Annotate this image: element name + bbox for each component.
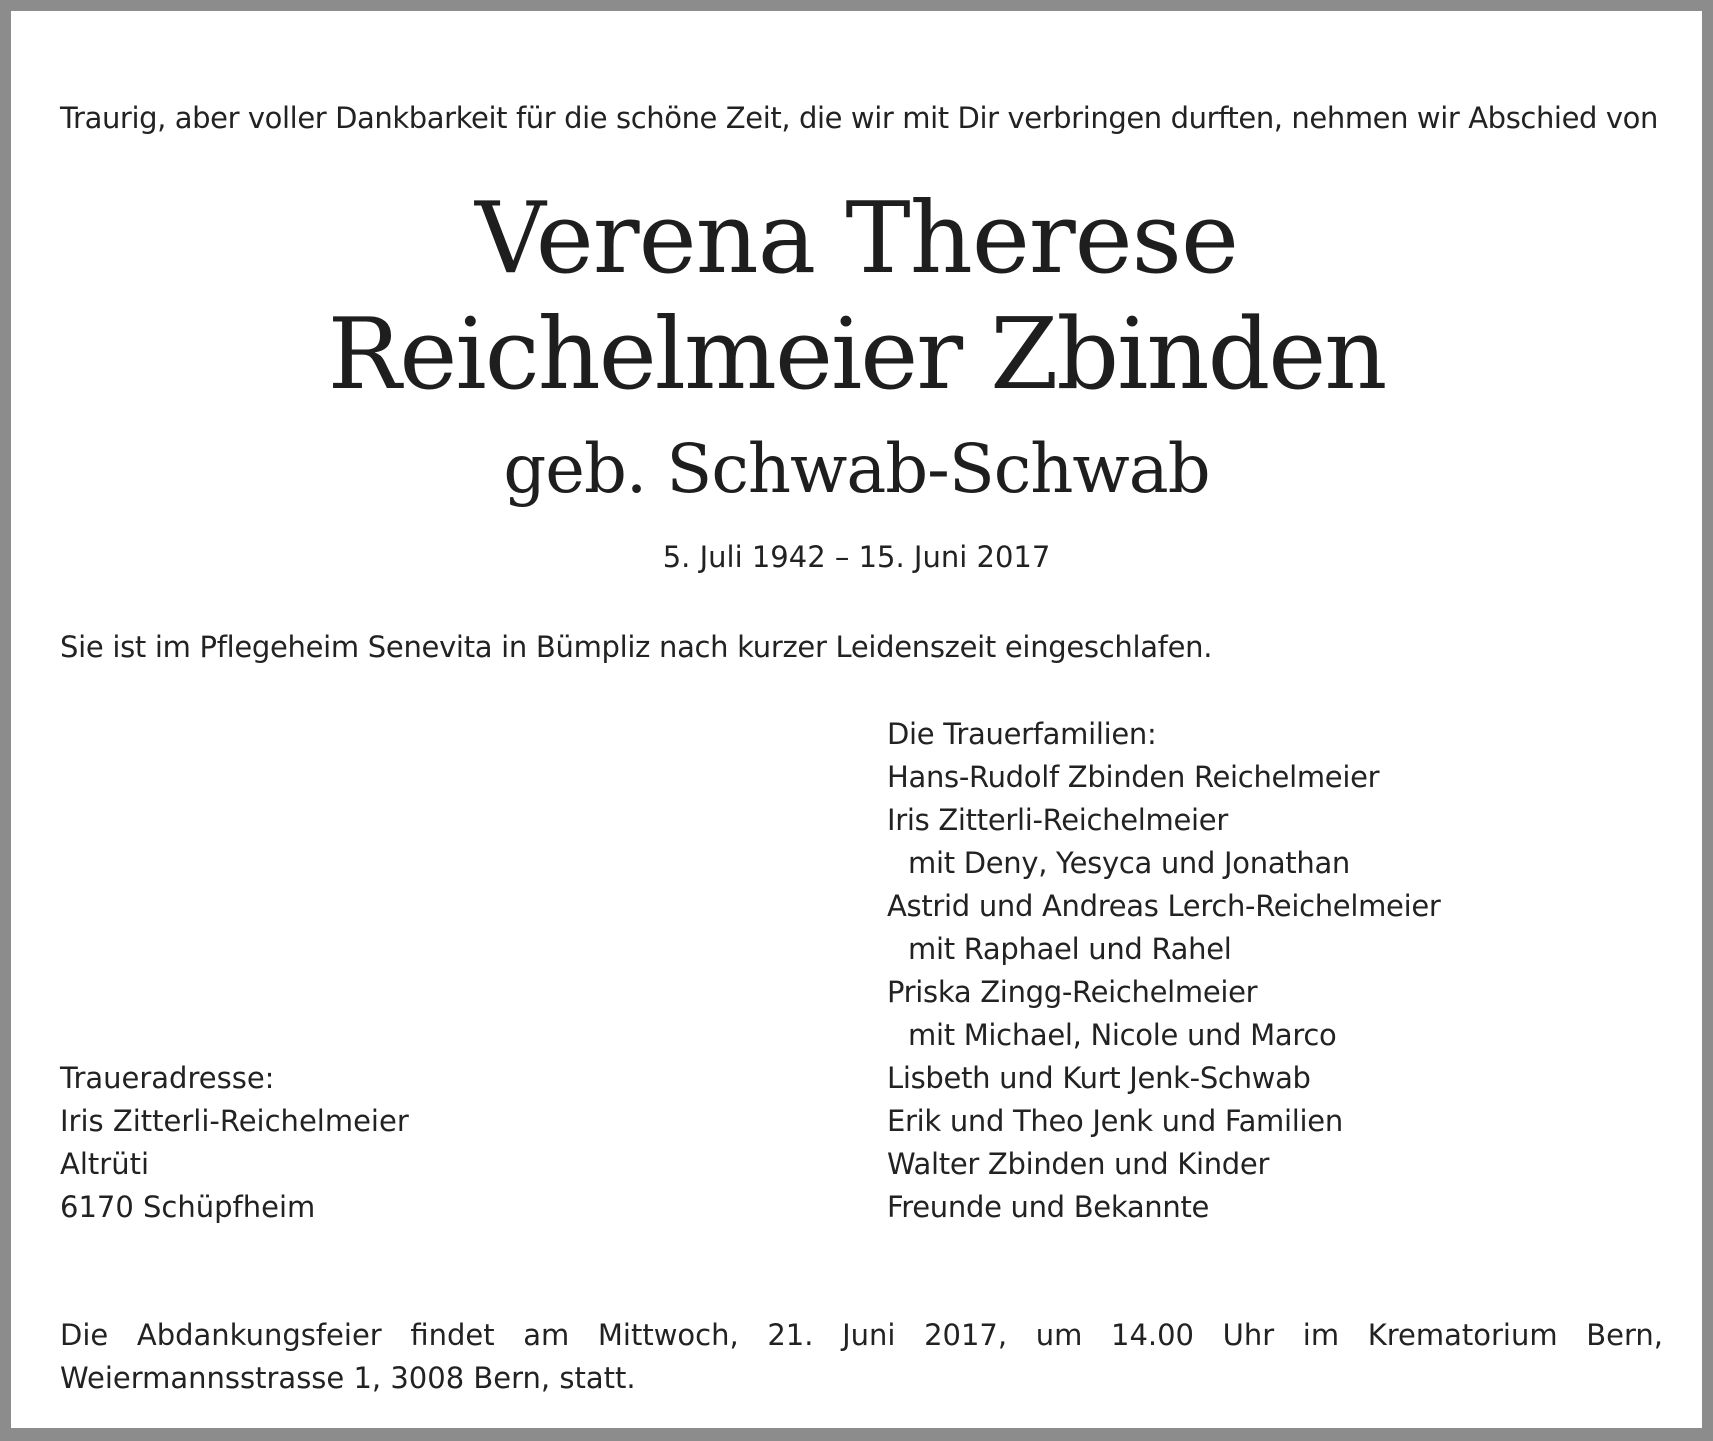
mourning-address — [60, 1057, 409, 1229]
address-heading: Traueradresse: — [60, 1061, 275, 1095]
family-line: Freunde und Bekannte — [887, 1190, 1210, 1224]
mourning-families — [887, 713, 1441, 1229]
family-line: Hans-Rudolf Zbinden Reichelmeier — [887, 760, 1380, 794]
ceremony-line-1: Die Abdankungsfeier findet am Mittwoch, 21. Juni 2017, um 14.00 Uhr im Krematorium Bern, — [60, 1318, 1663, 1352]
intro-text: Traurig, aber voller Dankbarkeit für die schöne Zeit, die wir mit Dir verbringen durften, nehmen wir Abschied von — [60, 101, 1658, 135]
family-children-line: mit Deny, Yesyca und Jonathan — [908, 846, 1350, 880]
life-dates: 5. Juli 1942 – 15. Juni 2017 — [662, 540, 1051, 574]
families-heading: Die Trauerfamilien: — [887, 717, 1157, 751]
maiden-name: geb. Schwab-Schwab — [503, 430, 1210, 508]
family-children-line: mit Raphael und Rahel — [908, 932, 1232, 966]
ceremony-line-2: Weiermannsstrasse 1, 3008 Bern, statt. — [60, 1361, 636, 1395]
deceased-name-line-1: Verena Therese — [475, 182, 1238, 296]
family-line: Astrid und Andreas Lerch-Reichelmeier — [887, 889, 1441, 923]
family-line: Lisbeth und Kurt Jenk-Schwab — [887, 1061, 1311, 1095]
family-line: Walter Zbinden und Kinder — [887, 1147, 1270, 1181]
address-name: Iris Zitterli-Reichelmeier — [60, 1104, 409, 1138]
obituary-notice — [11, 11, 1702, 1428]
family-line: Iris Zitterli-Reichelmeier — [887, 803, 1228, 837]
statement-text: Sie ist im Pflegeheim Senevita in Bümpliz nach kurzer Leidenszeit eingeschlafen. — [60, 630, 1213, 664]
family-line: Erik und Theo Jenk und Familien — [887, 1104, 1343, 1138]
family-line: Priska Zingg-Reichelmeier — [887, 975, 1258, 1009]
family-children-line: mit Michael, Nicole und Marco — [908, 1018, 1337, 1052]
address-city: 6170 Schüpfheim — [60, 1190, 316, 1224]
address-street: Altrüti — [60, 1147, 149, 1181]
deceased-name-line-2: Reichelmeier Zbinden — [327, 298, 1386, 412]
ceremony-notice — [60, 1314, 1663, 1400]
